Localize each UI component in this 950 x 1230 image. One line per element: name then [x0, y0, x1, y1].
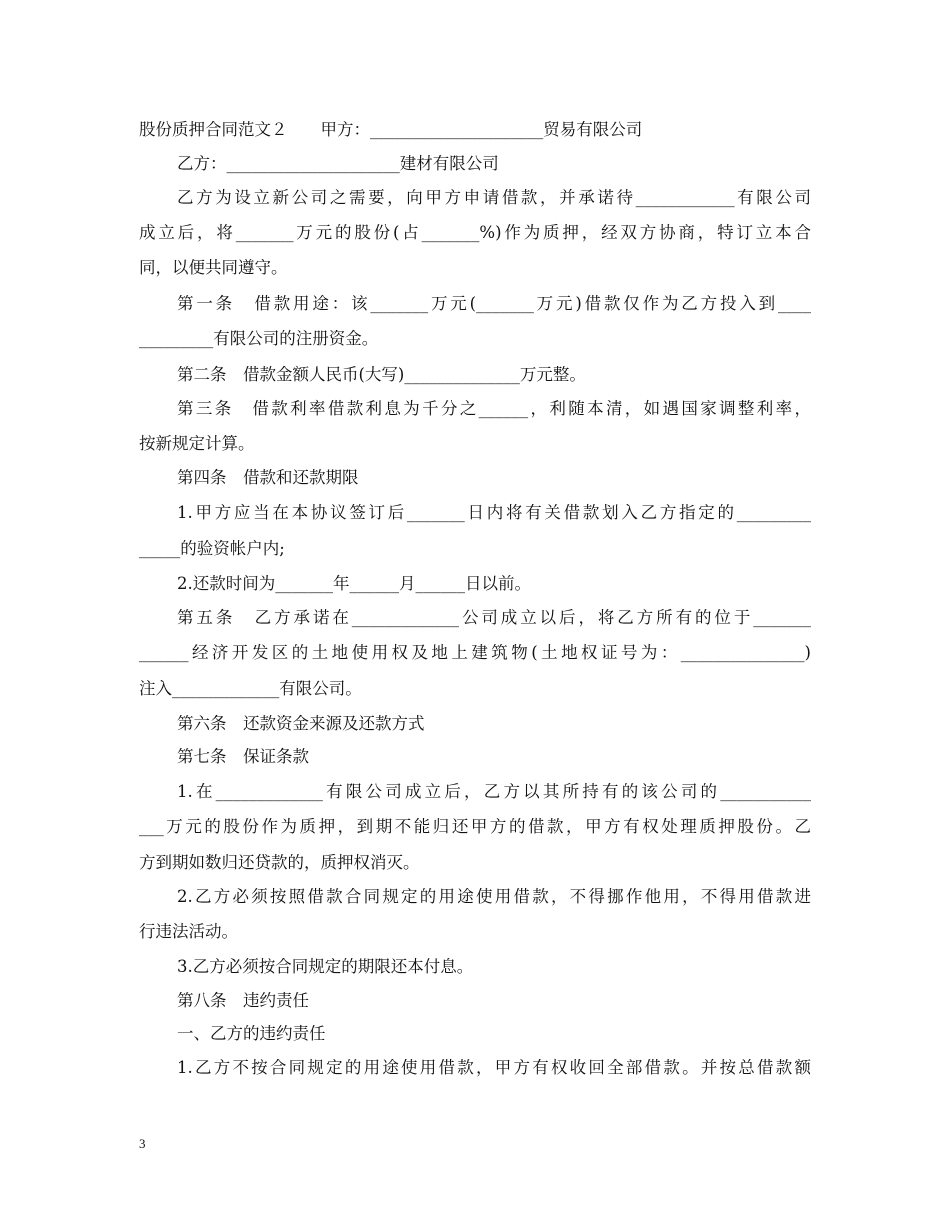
- text-line: 按新规定计算。: [139, 434, 255, 453]
- text-line: 第五条 乙方承诺在_____________公司成立以后，将乙方所有的位于_______: [177, 608, 811, 627]
- text-line: 成立后，将_______万元的股份(占_______%)作为质押，经双方协商，特订立本合: [139, 223, 811, 242]
- text-line: 1.乙方不按合同规定的用途使用借款，甲方有权收回全部借款。并按总借款额: [177, 1058, 811, 1077]
- text-line: 1.甲方应当在本协议签订后_______日内将有关借款划入乙方指定的_________: [177, 503, 811, 522]
- text-line: 乙方为设立新公司之需要，向甲方申请借款，并承诺待____________有限公司: [177, 188, 811, 207]
- text-line: 一、乙方的违约责任: [177, 1024, 326, 1043]
- text-line: 第二条 借款金额人民币(大写)______________万元整。: [177, 365, 586, 384]
- text-line: _________有限公司的注册资金。: [139, 329, 379, 348]
- text-line: 同，以便共同遵守。: [139, 258, 288, 277]
- text-line: 1.在_____________有限公司成立后，乙方以其所持有的该公司的___________: [177, 782, 811, 801]
- text-line: 乙方：_____________________建材有限公司: [177, 154, 499, 173]
- text-line: 第八条 违约责任: [177, 991, 309, 1010]
- text-line: _____的验资帐户内;: [139, 539, 285, 558]
- text-line: 2.还款时间为_______年______月______日以前。: [177, 574, 531, 593]
- text-line: 第一条 借款用途：该_______万元(_______万元)借款仅作为乙方投入到____: [177, 294, 811, 313]
- text-line: 3.乙方必须按合同规定的期限还本付息。: [177, 957, 474, 976]
- text-line: 第六条 还款资金来源及还款方式: [177, 714, 425, 733]
- text-line: 2.乙方必须按照借款合同规定的用途使用借款，不得挪作他用，不得用借款进: [177, 887, 811, 906]
- page-number: 3: [139, 1136, 146, 1151]
- text-line: 第七条 保证条款: [177, 747, 309, 766]
- text-line: 第四条 借款和还款期限: [177, 468, 359, 487]
- text-line: 第三条 借款利率借款利息为千分之______，利随本清，如遇国家调整利率，: [177, 399, 811, 418]
- text-line: 方到期如数归还贷款的，质押权消灭。: [139, 853, 420, 872]
- text-line: 行违法活动。: [139, 922, 238, 941]
- text-line: 股份质押合同范文２ 甲方：_____________________贸易有限公司: [139, 120, 643, 139]
- text-line: ______经济开发区的土地使用权及地上建筑物(土地权证号为：_______________): [139, 643, 811, 662]
- text-line: ___万元的股份作为质押，到期不能归还甲方的借款，甲方有权处理质押股份。乙: [139, 817, 811, 836]
- text-line: 注入_____________有限公司。: [139, 679, 362, 698]
